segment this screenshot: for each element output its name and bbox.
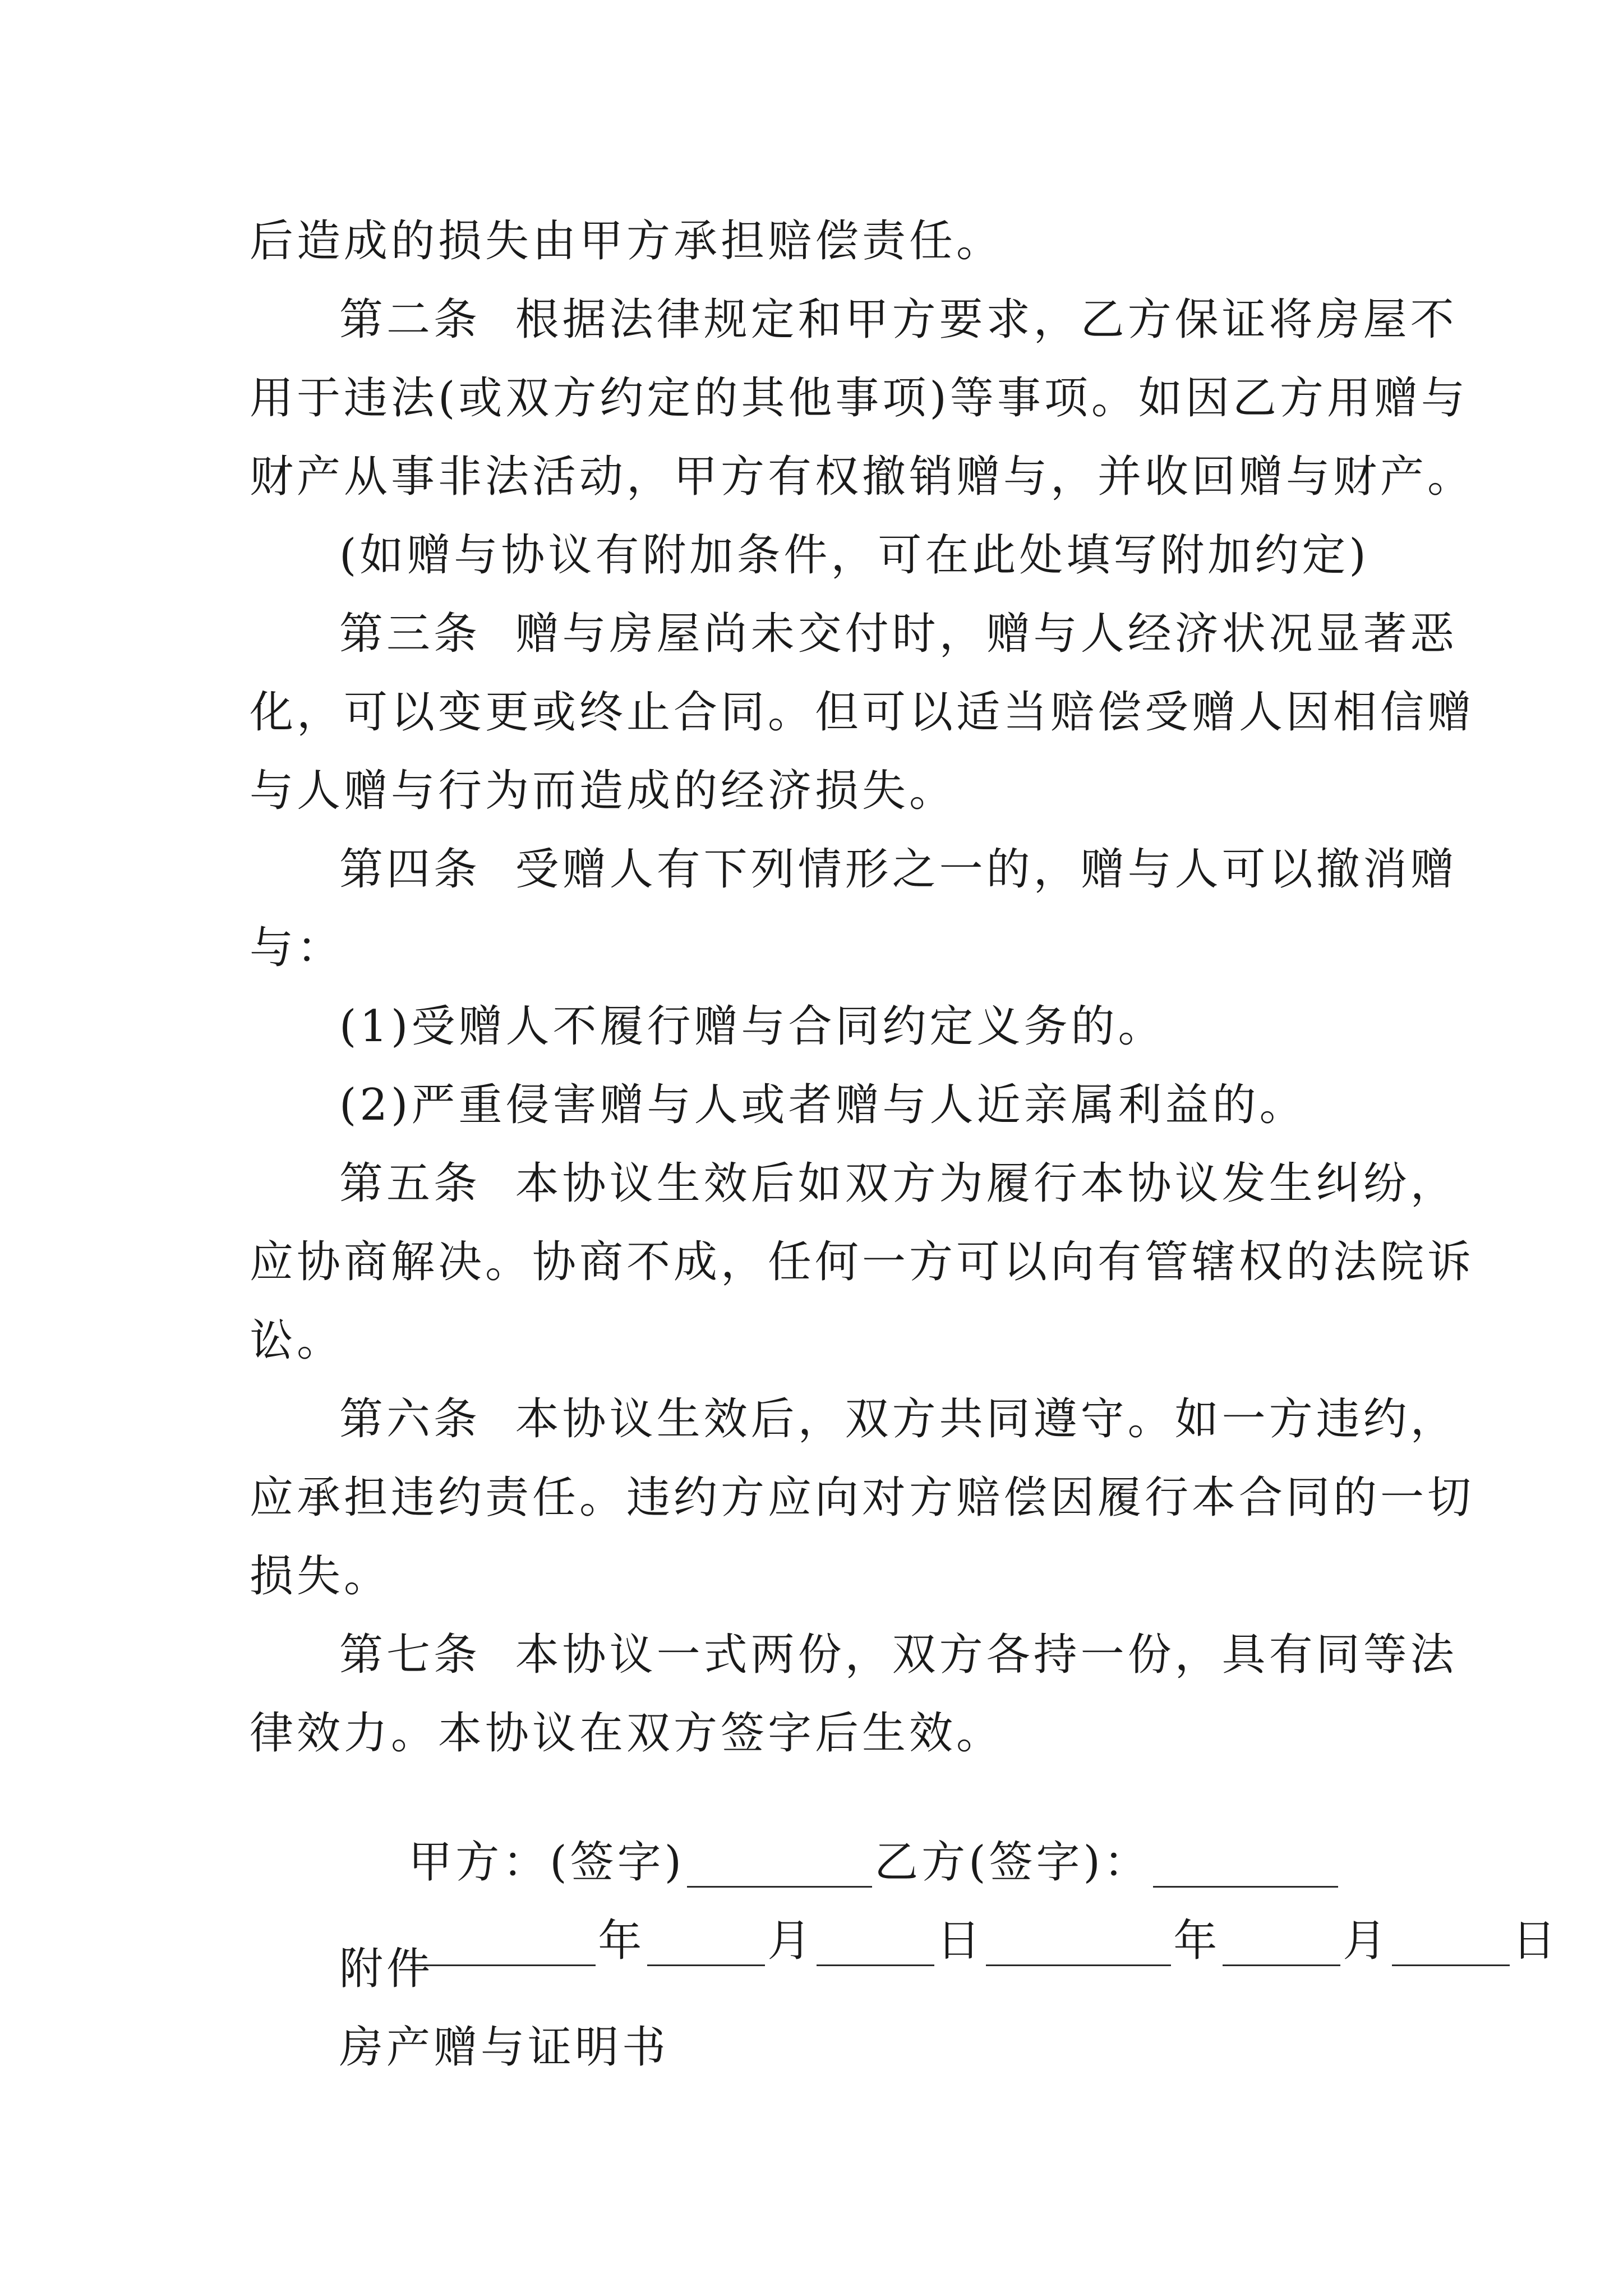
paragraph-line: 与： (250, 923, 344, 973)
party-b-label: 乙方(签字)： (874, 1837, 1151, 1888)
article-4-line: 第四条 受赠人有下列情形之一的，赠与人可以撤消赠 (339, 844, 1458, 895)
year-label: 年 (1173, 1916, 1221, 1966)
paragraph-line: 应协商解决。协商不成，任何一方可以向有管辖权的法院诉 (250, 1237, 1475, 1287)
month-blank[interactable] (1223, 1925, 1340, 1966)
month-label: 月 (1343, 1916, 1390, 1966)
note-line: (如赠与协议有附加条件，可在此处填写附加约定) (339, 530, 1370, 581)
article-7-line: 第七条 本协议一式两份，双方各持一份，具有同等法 (339, 1630, 1458, 1680)
day-label: 日 (1512, 1916, 1560, 1966)
list-item: (2)严重侵害赠与人或者赠与人近亲属利益的。 (339, 1080, 1307, 1130)
paragraph-line: 律效力。本协议在双方签字后生效。 (250, 1708, 1004, 1759)
paragraph-line: 化，可以变更或终止合同。但可以适当赔偿受赠人因相信赠 (250, 687, 1475, 738)
paragraph-line: 损失。 (250, 1551, 391, 1602)
day-blank[interactable] (1392, 1925, 1510, 1966)
article-6-line: 第六条 本协议生效后，双方共同遵守。如一方违约， (339, 1394, 1458, 1444)
paragraph-line: 应承担违约责任。违约方应向对方赔偿因履行本合同的一切 (250, 1473, 1475, 1523)
paragraph-line: 讼。 (250, 1315, 344, 1366)
article-5-line: 第五条 本协议生效后如双方为履行本协议发生纠纷， (339, 1158, 1458, 1209)
list-item: (1)受赠人不履行赠与合同约定义务的。 (339, 1001, 1165, 1052)
year-blank[interactable] (411, 1925, 596, 1966)
day-label: 日 (937, 1916, 984, 1966)
paragraph-line: 后造成的损失由甲方承担赔偿责任。 (250, 216, 1004, 266)
year-label: 年 (598, 1916, 645, 1966)
date-row (339, 1865, 1559, 2017)
article-3-line: 第三条 赠与房屋尚未交付时，赠与人经济状况显著恶 (339, 609, 1458, 659)
attachment-label: 附件 (339, 1944, 434, 1994)
month-label: 月 (767, 1916, 815, 1966)
month-blank[interactable] (647, 1925, 765, 1966)
attachment-title: 房产赠与证明书 (339, 2022, 670, 2073)
paragraph-line: 用于违法(或双方约定的其他事项)等事项。如因乙方用赠与 (250, 373, 1468, 424)
paragraph-line: 与人赠与行为而造成的经济损失。 (250, 766, 957, 816)
day-blank[interactable] (817, 1925, 934, 1966)
year-blank[interactable] (986, 1925, 1171, 1966)
article-2-line: 第二条 根据法律规定和甲方要求，乙方保证将房屋不 (339, 295, 1458, 345)
party-a-label: 甲方：(签字) (408, 1837, 685, 1888)
paragraph-line: 财产从事非法活动，甲方有权撤销赠与，并收回赠与财产。 (250, 452, 1475, 502)
